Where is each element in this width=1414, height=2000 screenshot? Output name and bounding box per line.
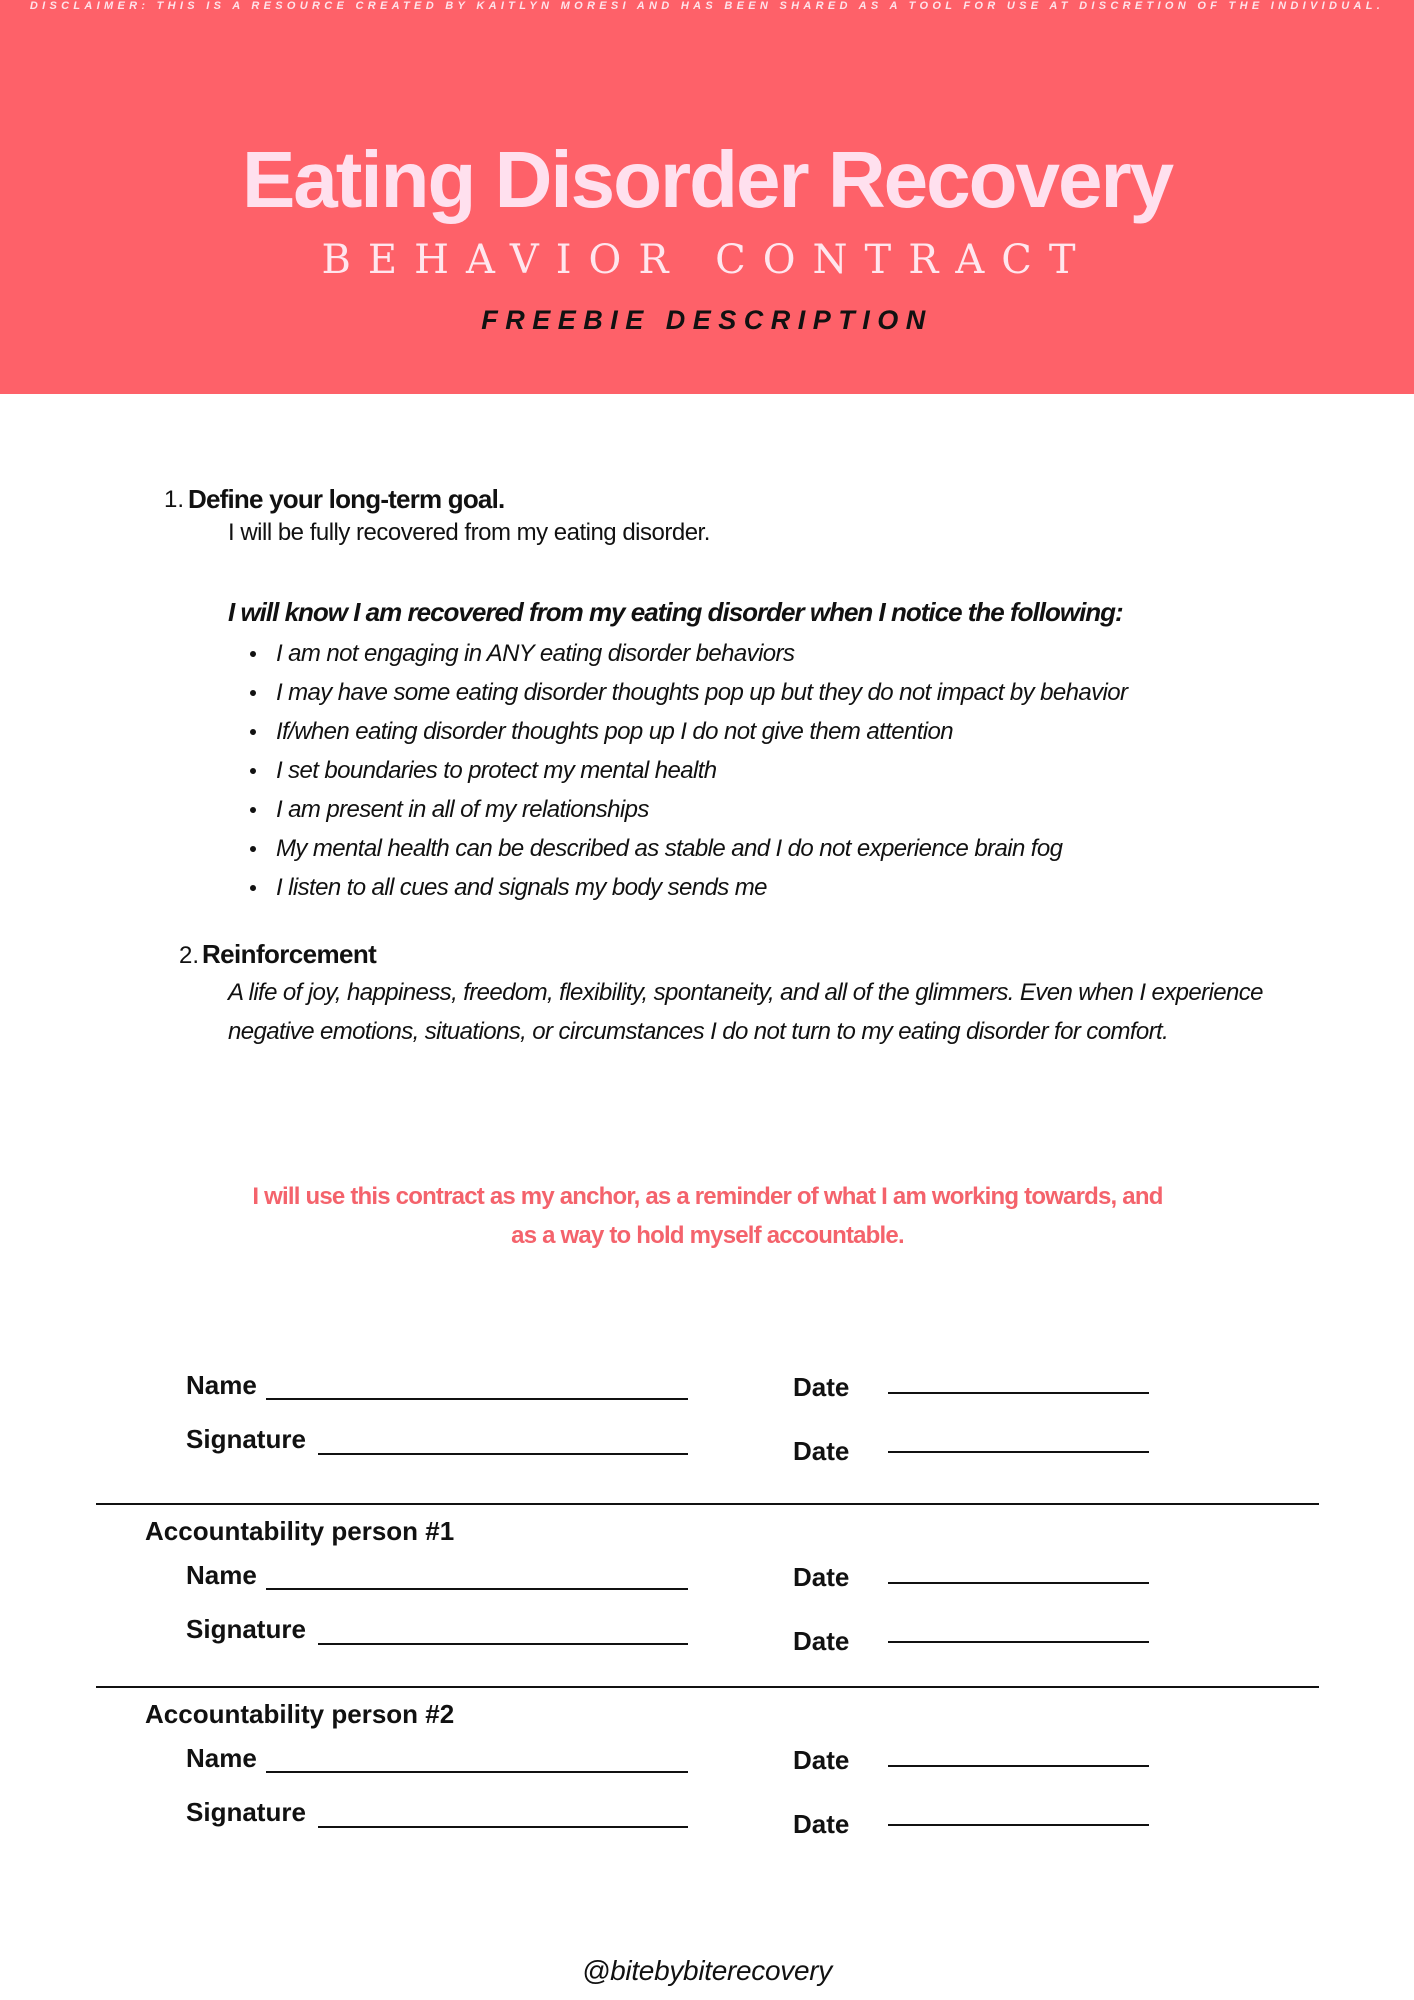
person1-date-field[interactable]	[888, 1641, 1149, 1643]
person1-date-field[interactable]	[888, 1582, 1149, 1584]
person2-date-field[interactable]	[888, 1824, 1149, 1826]
person1-date-label: Date	[793, 1626, 850, 1656]
section2-line: A life of joy, happiness, freedom, flexibility, spontaneity, and all of the glimmers. Even when I experience	[228, 979, 1263, 1006]
person2-name-field[interactable]	[266, 1771, 688, 1773]
signer-name-label: Name	[186, 1370, 257, 1400]
section2-number: 2.	[179, 942, 200, 969]
section1-heading: Define your long-term goal.	[188, 484, 505, 514]
signer-date-label: Date	[793, 1372, 850, 1402]
person1-name-label: Name	[186, 1560, 257, 1590]
list-item	[228, 712, 1228, 751]
bullet-icon	[250, 807, 256, 813]
header-banner	[0, 0, 1414, 394]
bullet-icon	[250, 651, 256, 657]
list-item-text: My mental health can be described as stable and I do not experience brain fog	[276, 835, 1063, 862]
list-item	[228, 829, 1228, 868]
anchor-line: I will use this contract as my anchor, as a reminder of what I am working towards, and	[252, 1183, 1163, 1210]
signer-name-field[interactable]	[266, 1398, 688, 1400]
page-subtitle: BEHAVIOR CONTRACT	[321, 237, 1093, 283]
person2-date-label: Date	[793, 1745, 850, 1775]
list-item	[228, 634, 1228, 673]
person1-date-label: Date	[793, 1562, 850, 1592]
list-item	[228, 790, 1228, 829]
signer-date-label: Date	[793, 1436, 850, 1466]
bullet-icon	[250, 729, 256, 735]
list-item	[228, 751, 1228, 790]
footer-handle: @bitebybiterecovery	[582, 1955, 832, 1986]
person2-date-field[interactable]	[888, 1765, 1149, 1767]
list-item-text: I listen to all cues and signals my body sends me	[276, 874, 767, 901]
person2-signature-field[interactable]	[318, 1826, 688, 1828]
page-title: Eating Disorder Recovery	[241, 135, 1173, 224]
section-divider	[96, 1686, 1319, 1688]
list-item	[228, 673, 1228, 712]
list-item-text: I am present in all of my relationships	[276, 796, 649, 823]
bullet-icon	[250, 768, 256, 774]
person1-signature-field[interactable]	[318, 1643, 688, 1645]
section2-heading: Reinforcement	[202, 939, 377, 969]
bullet-icon	[250, 846, 256, 852]
disclaimer-text: DISCLAIMER: THIS IS A RESOURCE CREATED BY KAITLYN MORESI AND HAS BEEN SHARED AS A TOOL FOR USE AT DISCRETION OF THE INDIVIDUAL.	[29, 0, 1385, 12]
person2-signature-label: Signature	[186, 1797, 306, 1827]
signer-date-field[interactable]	[888, 1392, 1149, 1394]
recovery-signs-heading: I will know I am recovered from my eating disorder when I notice the following:	[228, 597, 1123, 627]
list-item-text: If/when eating disorder thoughts pop up I do not give them attention	[276, 718, 954, 745]
person2-date-label: Date	[793, 1809, 850, 1839]
list-item-text: I set boundaries to protect my mental health	[276, 757, 717, 784]
person1-name-field[interactable]	[266, 1588, 688, 1590]
bullet-icon	[250, 885, 256, 891]
signer-signature-field[interactable]	[318, 1453, 688, 1455]
person2-name-label: Name	[186, 1743, 257, 1773]
accountability-person-2-heading: Accountability person #2	[145, 1699, 455, 1729]
anchor-line: as a way to hold myself accountable.	[511, 1222, 904, 1249]
list-item	[228, 868, 1228, 907]
freebie-label: FREEBIE DESCRIPTION	[481, 305, 933, 335]
signer-signature-label: Signature	[186, 1424, 306, 1454]
person1-signature-label: Signature	[186, 1614, 306, 1644]
list-item-text: I may have some eating disorder thoughts pop up but they do not impact by behavior	[276, 679, 1128, 706]
anchor-statement	[170, 1177, 1245, 1255]
recovery-signs-list	[228, 634, 1228, 907]
section2-line: negative emotions, situations, or circumstances I do not turn to my eating disorder for comfort.	[228, 1018, 1169, 1045]
bullet-icon	[250, 690, 256, 696]
list-item-text: I am not engaging in ANY eating disorder behaviors	[276, 640, 795, 667]
section2-body	[228, 973, 1358, 1051]
signer-date-field[interactable]	[888, 1451, 1149, 1453]
accountability-person-1-heading: Accountability person #1	[145, 1516, 455, 1546]
section1-body: I will be fully recovered from my eating disorder.	[228, 519, 710, 546]
section1-number: 1.	[164, 486, 185, 513]
section-divider	[96, 1503, 1319, 1505]
